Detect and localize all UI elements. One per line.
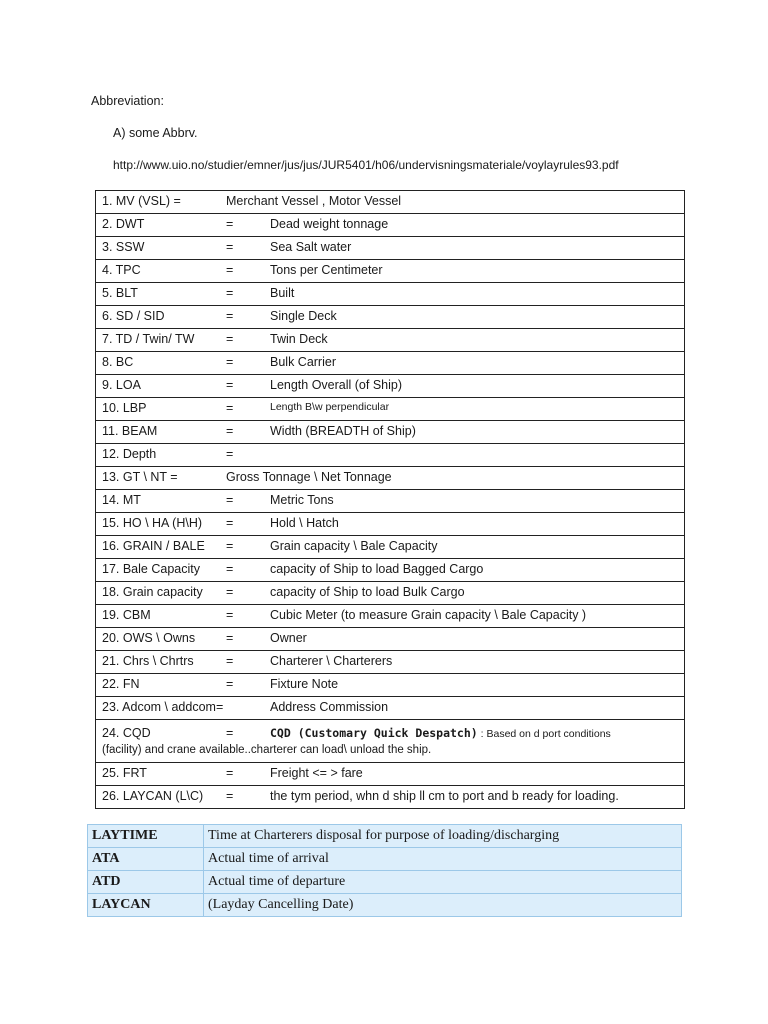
equals-sign: = xyxy=(226,677,234,691)
table-row xyxy=(88,894,682,917)
equals-sign: = xyxy=(226,608,234,622)
laytime-term: ATA xyxy=(88,848,204,871)
abbr-term: 11. BEAM xyxy=(102,424,158,438)
abbr-term: 26. LAYCAN (L\C) xyxy=(102,789,204,803)
abbr-term: 3. SSW xyxy=(102,240,145,254)
abbreviation-cell xyxy=(96,421,685,444)
equals-sign: = xyxy=(226,286,234,300)
abbreviation-cell xyxy=(96,513,685,536)
table-row xyxy=(96,375,685,398)
table-row xyxy=(96,513,685,536)
equals-sign: = xyxy=(226,309,234,323)
table-row xyxy=(88,871,682,894)
table-row xyxy=(96,490,685,513)
abbreviation-cell xyxy=(96,582,685,605)
table-row xyxy=(96,329,685,352)
laytime-term: LAYCAN xyxy=(88,894,204,917)
abbr-definition: capacity of Ship to load Bulk Cargo xyxy=(270,585,465,599)
abbreviation-table xyxy=(95,190,685,809)
abbr-term: 2. DWT xyxy=(102,217,145,231)
abbreviation-cell xyxy=(96,329,685,352)
abbr-definition: the tym period, whn d ship ll cm to port and b ready for loading. xyxy=(270,789,619,803)
table-row xyxy=(96,628,685,651)
abbr-definition: Bulk Carrier xyxy=(270,355,336,369)
equals-sign: = xyxy=(226,447,234,461)
table-row xyxy=(96,651,685,674)
abbr-term: 8. BC xyxy=(102,355,134,369)
table-row xyxy=(96,398,685,421)
equals-sign: = xyxy=(226,631,234,645)
equals-sign: = xyxy=(226,355,234,369)
abbr-definition-bold: CQD (Customary Quick Despatch) xyxy=(270,725,478,740)
abbr-definition: Length Overall (of Ship) xyxy=(270,378,403,392)
table-row xyxy=(96,786,685,809)
abbreviation-cell xyxy=(96,375,685,398)
abbreviation-cell xyxy=(96,536,685,559)
abbr-definition-continued: (facility) and crane available..charterer can load\ unload the ship. xyxy=(102,743,432,756)
page-heading: Abbreviation: xyxy=(91,94,164,108)
abbreviation-cell xyxy=(96,191,685,214)
abbreviation-cell xyxy=(96,214,685,237)
table-row xyxy=(96,697,685,720)
table-row xyxy=(96,582,685,605)
table-row xyxy=(88,848,682,871)
abbr-definition: Cubic Meter (to measure Grain capacity \ Bale Capacity ) xyxy=(270,608,587,622)
abbr-definition: Gross Tonnage \ Net Tonnage xyxy=(226,470,392,484)
abbr-term: 5. BLT xyxy=(102,286,138,300)
abbr-definition: Merchant Vessel , Motor Vessel xyxy=(226,194,402,208)
equals-sign: = xyxy=(226,401,234,415)
abbreviation-cell xyxy=(96,697,685,720)
laytime-term: LAYTIME xyxy=(88,825,204,848)
abbr-definition: Twin Deck xyxy=(270,332,328,346)
table-row xyxy=(96,444,685,467)
abbr-term: 23. Adcom \ addcom= xyxy=(102,700,224,714)
table-row xyxy=(96,283,685,306)
equals-sign: = xyxy=(226,766,234,780)
table-row xyxy=(96,674,685,697)
abbreviation-cell xyxy=(96,763,685,786)
abbreviation-cell xyxy=(96,283,685,306)
laytime-table xyxy=(87,824,682,917)
equals-sign: = xyxy=(226,562,234,576)
abbr-term: 18. Grain capacity xyxy=(102,585,203,599)
abbr-definition: Sea Salt water xyxy=(270,240,352,254)
laytime-definition: (Layday Cancelling Date) xyxy=(204,894,682,917)
equals-sign: = xyxy=(226,332,234,346)
table-row xyxy=(96,421,685,444)
abbr-definition: Freight <= > fare xyxy=(270,766,363,780)
abbr-term: 7. TD / Twin/ TW xyxy=(102,332,195,346)
abbr-term: 19. CBM xyxy=(102,608,151,622)
abbr-term: 4. TPC xyxy=(102,263,141,277)
abbr-term: 6. SD / SID xyxy=(102,309,165,323)
abbr-term: 12. Depth xyxy=(102,447,157,461)
abbreviation-cell xyxy=(96,720,685,763)
abbr-definition: Charterer \ Charterers xyxy=(270,654,393,668)
table-row xyxy=(96,720,685,763)
equals-sign: = xyxy=(226,789,234,803)
abbr-term: 25. FRT xyxy=(102,766,147,780)
equals-sign: = xyxy=(226,585,234,599)
abbreviation-cell xyxy=(96,786,685,809)
table-row xyxy=(96,605,685,628)
abbreviation-cell xyxy=(96,237,685,260)
equals-sign: = xyxy=(226,493,234,507)
abbreviation-cell xyxy=(96,398,685,421)
abbreviation-cell xyxy=(96,444,685,467)
abbr-term: 21. Chrs \ Chrtrs xyxy=(102,654,194,668)
table-row xyxy=(96,306,685,329)
abbr-definition: Tons per Centimeter xyxy=(270,263,383,277)
equals-sign: = xyxy=(226,240,234,254)
equals-sign: = xyxy=(226,217,234,231)
source-url[interactable]: http://www.uio.no/studier/emner/jus/jus/JUR5401/h06/undervisningsmateriale/voylayrules93.pdf xyxy=(113,158,619,172)
equals-sign: = xyxy=(226,378,234,392)
abbreviation-cell xyxy=(96,559,685,582)
abbreviation-cell xyxy=(96,352,685,375)
abbreviation-cell xyxy=(96,306,685,329)
abbr-term: 9. LOA xyxy=(102,378,141,392)
laytime-definition: Actual time of departure xyxy=(204,871,682,894)
abbreviation-cell xyxy=(96,490,685,513)
abbr-term: 22. FN xyxy=(102,677,140,691)
abbr-definition: capacity of Ship to load Bagged Cargo xyxy=(270,562,484,576)
abbr-definition: Dead weight tonnage xyxy=(270,217,389,231)
abbr-definition-rest: : Based on d port conditions xyxy=(477,727,611,740)
abbr-definition: Width (BREADTH of Ship) xyxy=(270,424,416,438)
table-row xyxy=(96,467,685,490)
abbr-definition: Grain capacity \ Bale Capacity xyxy=(270,539,438,553)
abbr-definition: Built xyxy=(270,286,295,300)
abbr-definition xyxy=(270,726,611,740)
abbreviation-cell xyxy=(96,674,685,697)
abbr-term: 1. MV (VSL) = xyxy=(102,194,181,208)
equals-sign: = xyxy=(226,263,234,277)
abbr-term: 16. GRAIN / BALE xyxy=(102,539,205,553)
abbr-term: 10. LBP xyxy=(102,401,147,415)
equals-sign: = xyxy=(226,654,234,668)
abbreviation-cell xyxy=(96,467,685,490)
table-row xyxy=(96,352,685,375)
table-row xyxy=(96,237,685,260)
laytime-definition: Actual time of arrival xyxy=(204,848,682,871)
table-row xyxy=(96,763,685,786)
abbr-definition: Metric Tons xyxy=(270,493,334,507)
table-row xyxy=(96,559,685,582)
laytime-term: ATD xyxy=(88,871,204,894)
table-row xyxy=(96,214,685,237)
abbr-term: 15. HO \ HA (H\H) xyxy=(102,516,203,530)
equals-sign: = xyxy=(226,424,234,438)
equals-sign: = xyxy=(226,516,234,530)
abbreviation-cell xyxy=(96,605,685,628)
abbr-term: 14. MT xyxy=(102,493,141,507)
section-subheading: A) some Abbrv. xyxy=(113,126,198,140)
abbr-definition: Hold \ Hatch xyxy=(270,516,339,530)
equals-sign: = xyxy=(226,725,234,740)
table-row xyxy=(96,536,685,559)
equals-sign: = xyxy=(226,539,234,553)
table-row xyxy=(88,825,682,848)
abbr-definition: Address Commission xyxy=(270,700,389,714)
abbr-definition: Length B\w perpendicular xyxy=(270,401,390,413)
abbreviation-cell xyxy=(96,260,685,283)
abbr-term: 13. GT \ NT = xyxy=(102,470,178,484)
abbr-definition: Owner xyxy=(270,631,307,645)
abbr-term: 20. OWS \ Owns xyxy=(102,631,196,645)
abbr-definition: Fixture Note xyxy=(270,677,339,691)
abbr-term: 17. Bale Capacity xyxy=(102,562,200,576)
laytime-definition: Time at Charterers disposal for purpose of loading/discharging xyxy=(204,825,682,848)
abbr-definition: Single Deck xyxy=(270,309,337,323)
table-row xyxy=(96,260,685,283)
table-row xyxy=(96,191,685,214)
abbreviation-cell xyxy=(96,651,685,674)
abbr-term: 24. CQD xyxy=(102,725,151,740)
abbreviation-cell xyxy=(96,628,685,651)
